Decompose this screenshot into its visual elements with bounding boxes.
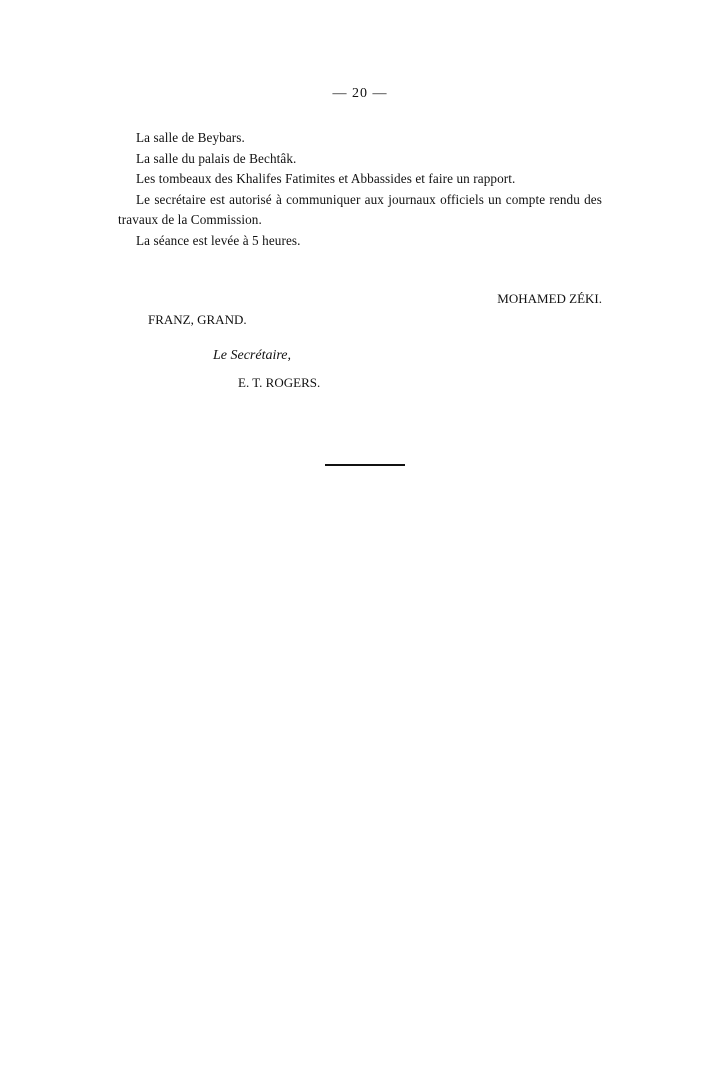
paragraph: La séance est levée à 5 heures. [136, 232, 301, 248]
signature-mohamed-zeki: MOHAMED ZÉKI. [497, 291, 602, 306]
signature-e-t-rogers: E. T. ROGERS. [238, 375, 321, 390]
paragraph: La salle du palais de Bechtâk. [136, 150, 297, 166]
paragraph: Les tombeaux des Khalifes Fatimites et Abbassides et faire un rapport. [136, 171, 516, 187]
paragraph: Le secrétaire est autorisé à communiquer aux journaux officiels un compte rendu des travaux de la Commission. [118, 191, 602, 228]
role-secretaire: Le Secrétaire, [213, 348, 292, 363]
signature-franz-grand: FRANZ, GRAND. [148, 312, 247, 327]
paragraph: La salle de Beybars. [136, 130, 245, 145]
page-number: — 20 — [332, 86, 388, 101]
body-text-block [118, 128, 602, 252]
section-divider [325, 464, 405, 466]
